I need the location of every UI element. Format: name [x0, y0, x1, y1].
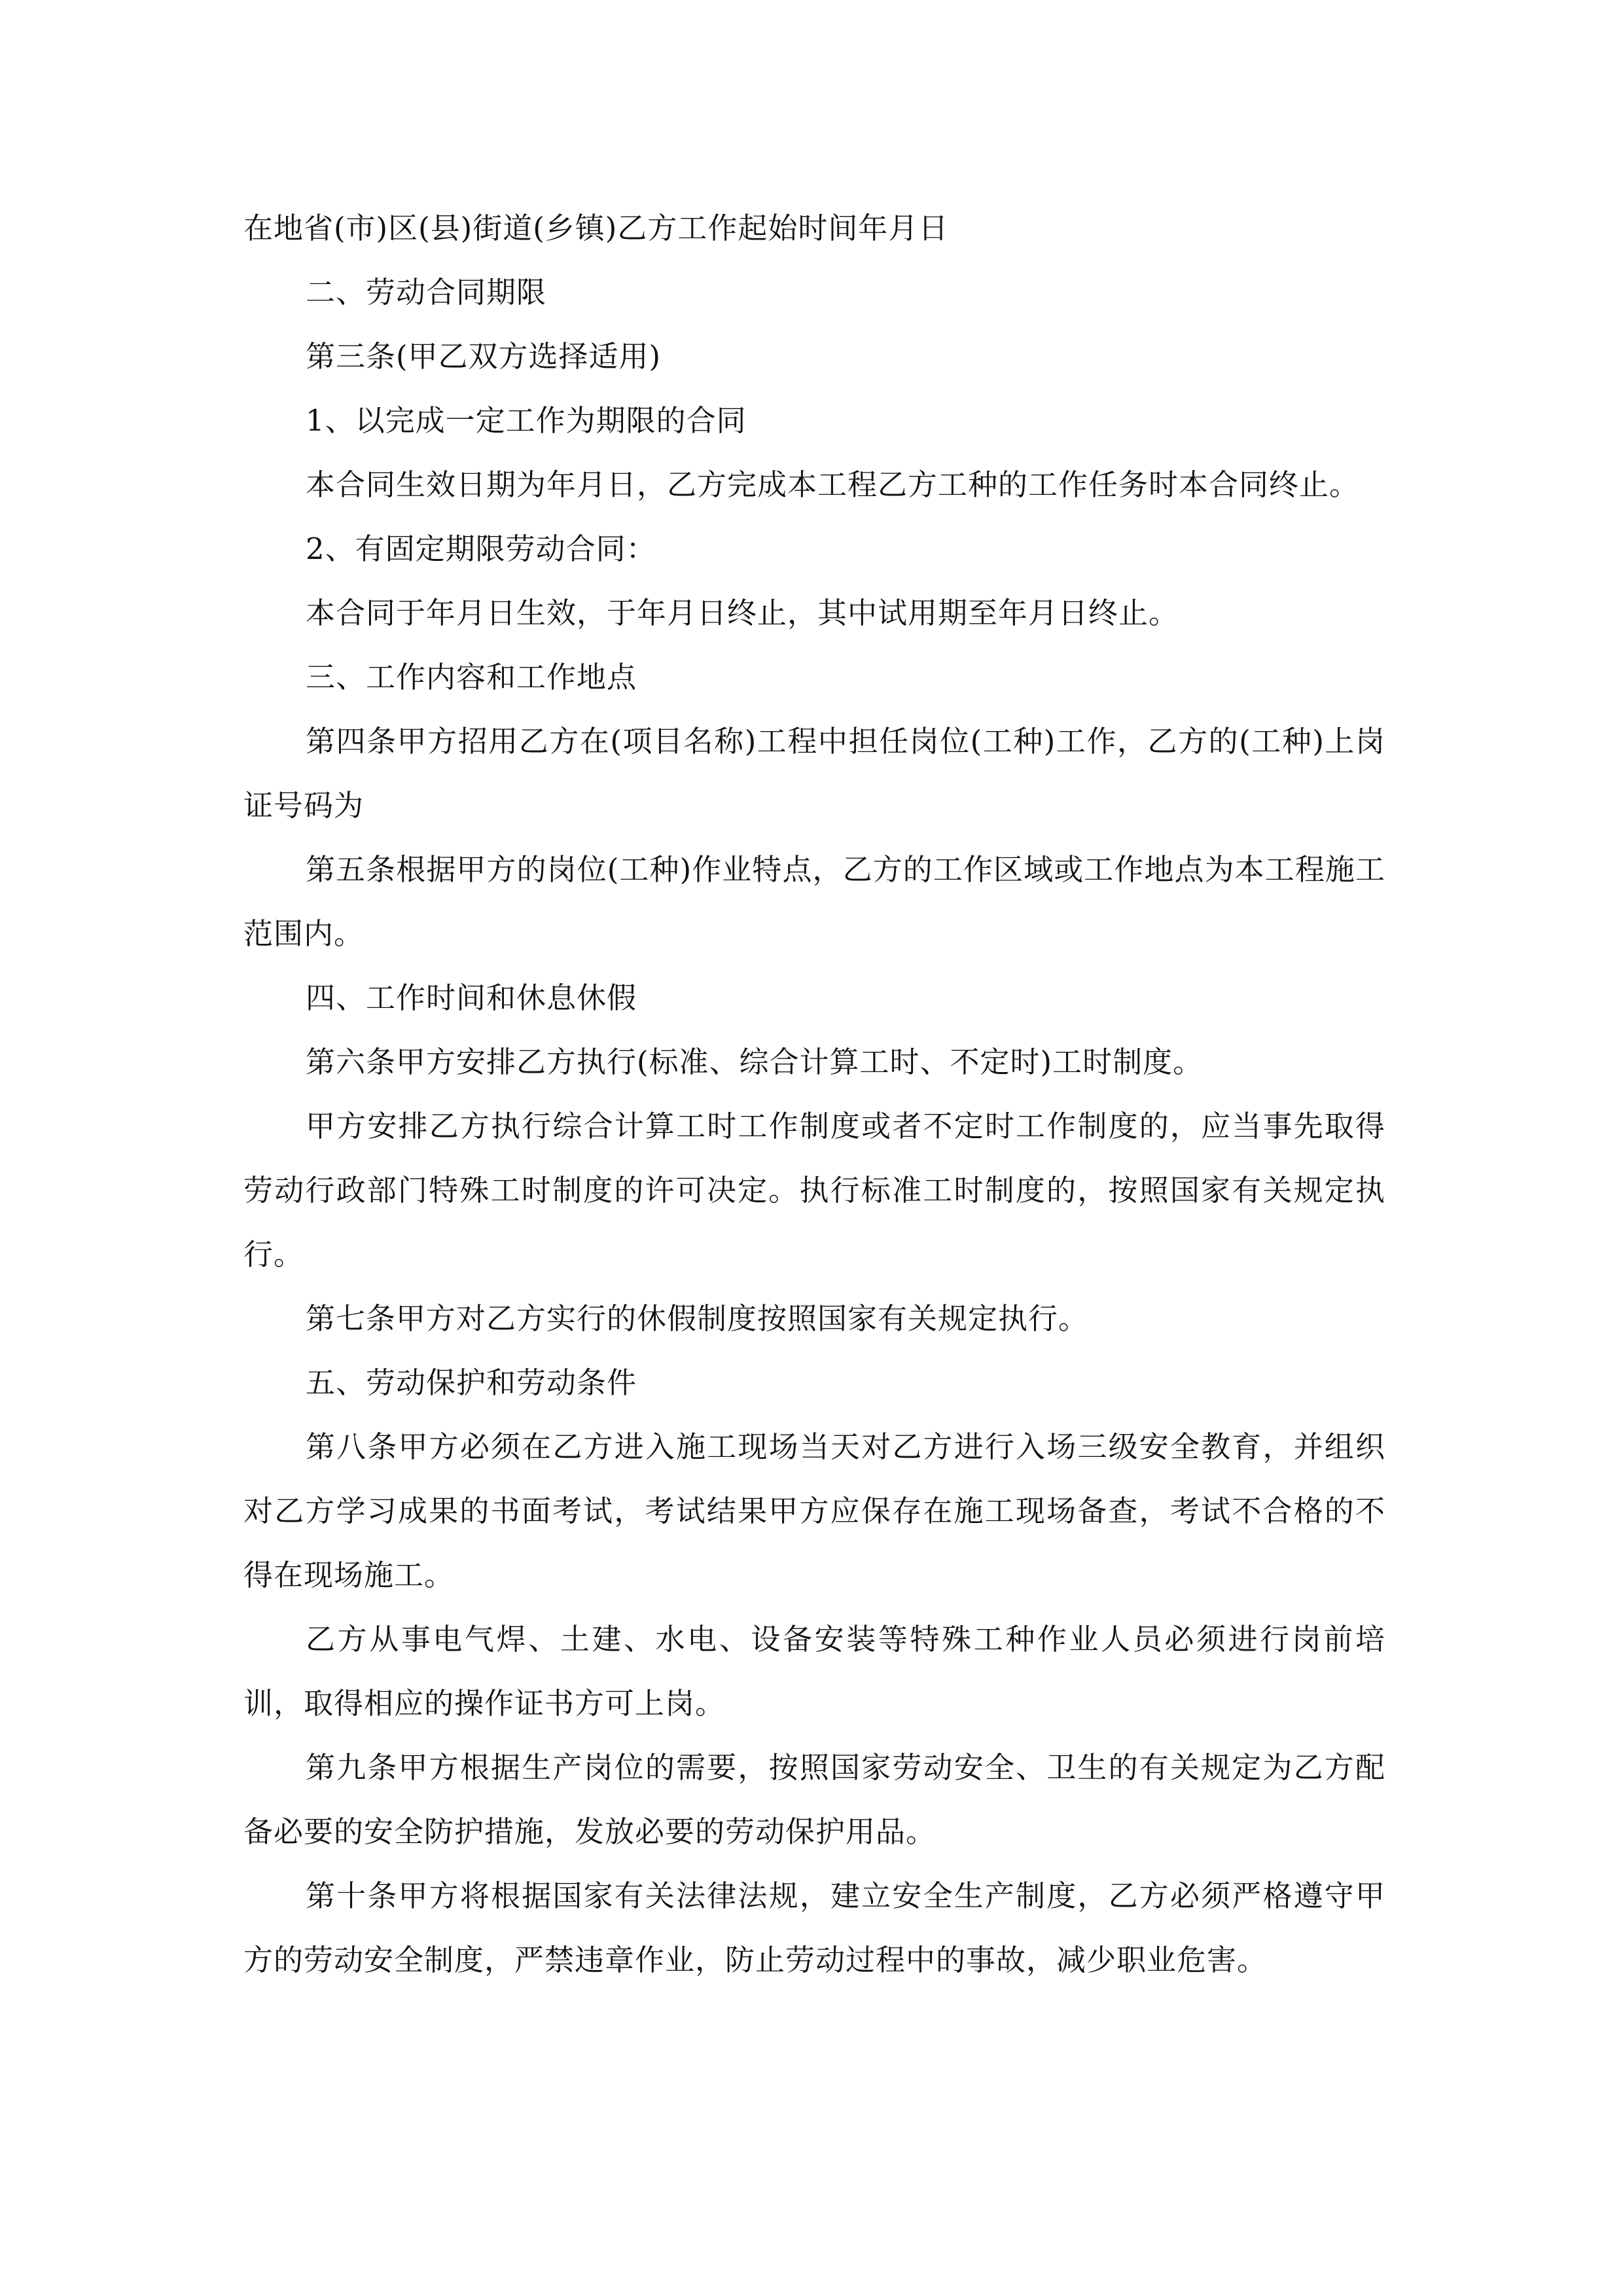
paragraph-option-2-body: 本合同于年月日生效，于年月日终止，其中试用期至年月日终止。 [306, 596, 1179, 630]
article-7-paragraph: 第七条甲方对乙方实行的休假制度按照国家有关规定执行。 [306, 1301, 1089, 1336]
article-3-heading: 第三条(甲乙双方选择适用) [306, 339, 662, 374]
section-heading-labor-protection: 五、劳动保护和劳动条件 [306, 1365, 637, 1400]
article-10-paragraph: 第十条甲方将根据国家有关法律法规，建立安全生产制度，乙方必须严格遵守甲方的劳动安全制度，严禁违章作业，防止劳动过程中的事故，减少职业危害。 [243, 1878, 1385, 1977]
paragraph-option-1-body: 本合同生效日期为年月日，乙方完成本工程乙方工种的工作任务时本合同终止。 [306, 467, 1360, 502]
article-4-paragraph: 第四条甲方招用乙方在(项目名称)工程中担任岗位(工种)工作，乙方的(工种)上岗证号码为 [243, 724, 1385, 823]
paragraph-working-hours-detail: 甲方安排乙方执行综合计算工时工作制度或者不定时工作制度的，应当事先取得劳动行政部门特殊工时制度的许可决定。执行标准工时制度的，按照国家有关规定执行。 [243, 1109, 1385, 1272]
option-2-heading: 2、有固定期限劳动合同： [306, 531, 656, 566]
option-1-heading: 1、以完成一定工作为期限的合同 [306, 403, 747, 438]
document-body [243, 196, 1385, 1992]
section-heading-work-content: 三、工作内容和工作地点 [306, 660, 637, 694]
paragraph-address-start-date: 在地省(市)区(县)街道(乡镇)乙方工作起始时间年月日 [243, 211, 949, 245]
paragraph-special-trades: 乙方从事电气焊、土建、水电、设备安装等特殊工种作业人员必须进行岗前培训，取得相应的操作证书方可上岗。 [243, 1622, 1385, 1721]
article-8-paragraph: 第八条甲方必须在乙方进入施工现场当天对乙方进行入场三级安全教育，并组织对乙方学习成果的书面考试，考试结果甲方应保存在施工现场备查，考试不合格的不得在现场施工。 [243, 1429, 1385, 1592]
section-heading-contract-term: 二、劳动合同期限 [306, 275, 547, 310]
article-6-paragraph: 第六条甲方安排乙方执行(标准、综合计算工时、不定时)工时制度。 [306, 1045, 1204, 1079]
article-5-paragraph: 第五条根据甲方的岗位(工种)作业特点，乙方的工作区域或工作地点为本工程施工范围内。 [243, 852, 1385, 951]
article-9-paragraph: 第九条甲方根据生产岗位的需要，按照国家劳动安全、卫生的有关规定为乙方配备必要的安全防护措施，发放必要的劳动保护用品。 [243, 1750, 1385, 1849]
section-heading-working-hours: 四、工作时间和休息休假 [306, 980, 637, 1015]
